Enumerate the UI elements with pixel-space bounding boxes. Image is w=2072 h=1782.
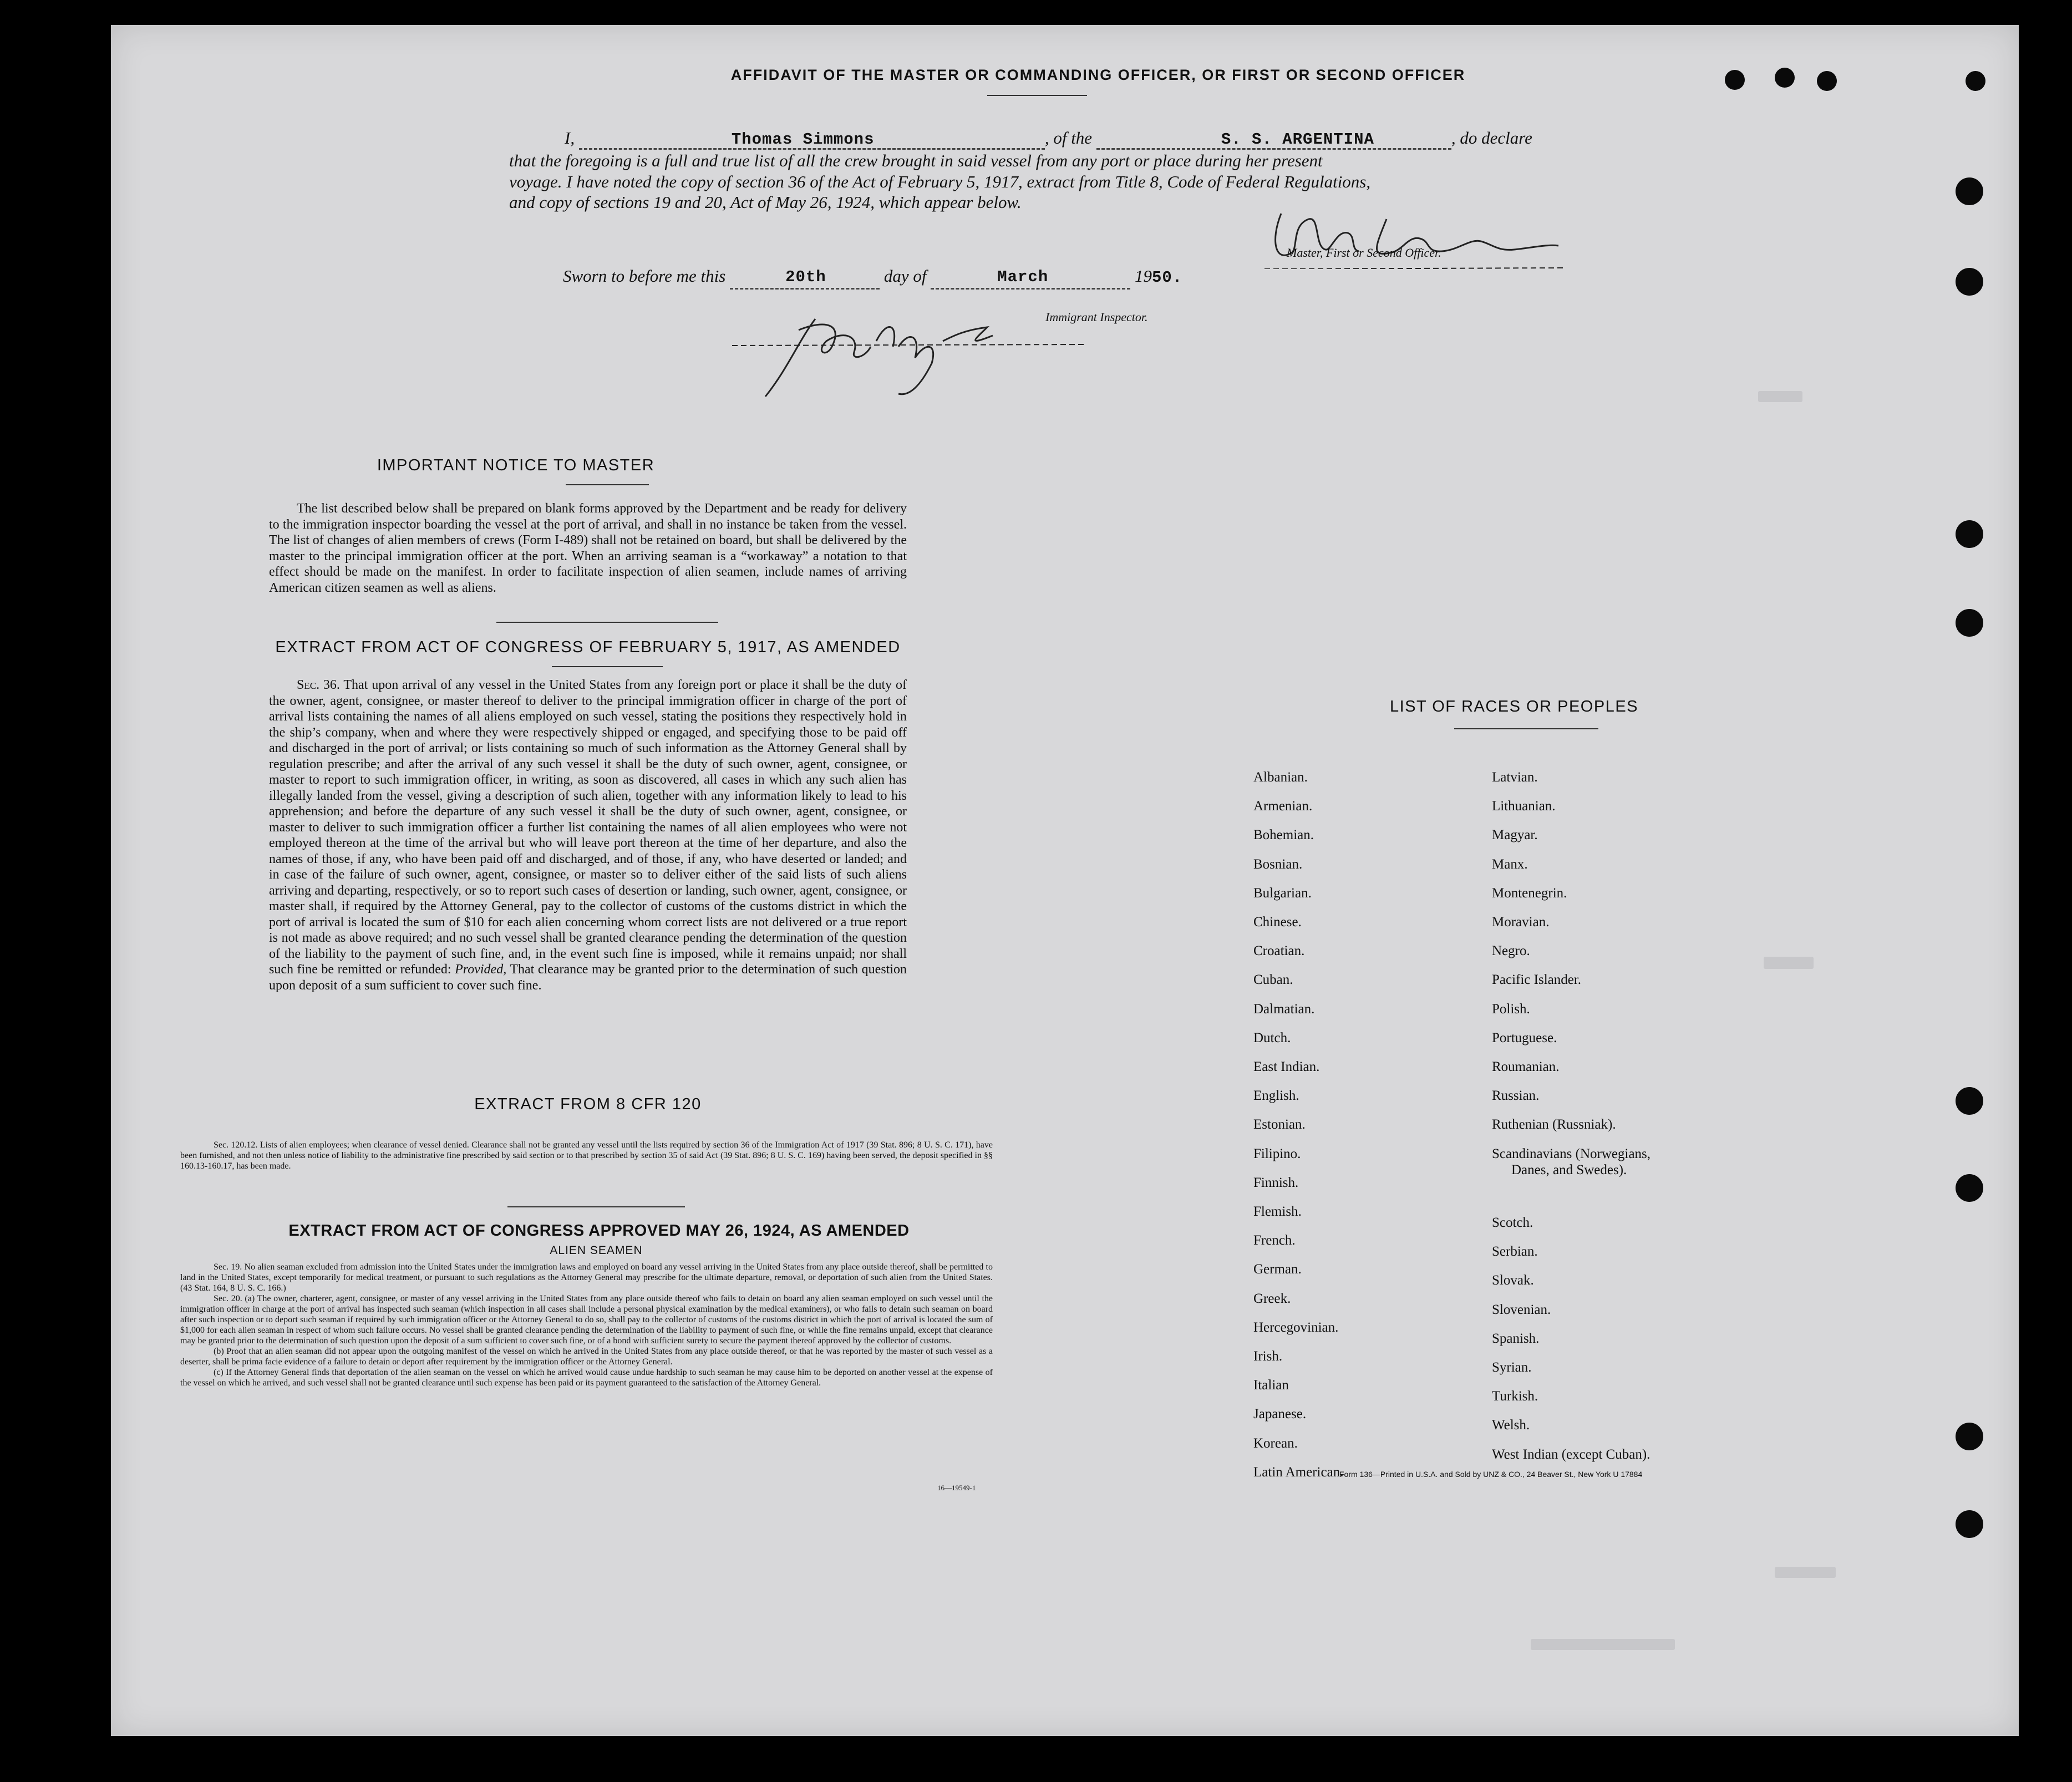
race-item: Manx. — [1492, 856, 1528, 872]
race-item: Moravian. — [1492, 915, 1550, 930]
race-item: Magyar. — [1492, 827, 1538, 843]
race-item: Slovak. — [1492, 1273, 1534, 1288]
race-item: Croatian. — [1253, 943, 1305, 959]
punch-hole — [1956, 177, 1983, 205]
notice-rule — [566, 484, 649, 485]
race-item: Cuban. — [1253, 972, 1293, 988]
race-item: Turkish. — [1492, 1389, 1538, 1404]
race-item: Danes, and Swedes). — [1511, 1162, 1627, 1177]
race-item: Chinese. — [1253, 915, 1302, 930]
race-item: West Indian (except Cuban). — [1492, 1446, 1651, 1462]
race-item: Ruthenian (Russniak). — [1492, 1117, 1616, 1133]
sec20a-text: Sec. 20. (a) The owner, charterer, agent, consignee, or master of any vessel arriving in the United States from any place outside thereof who fails to detain on board any alien seaman employed on such vessel until the immigration officer in charge at the port of arrival has inspected such seaman (which inspection in all cases shall include a personal physical examination by the medical examiners), or who fails to detain such seaman on board after such inspection or to deport such seaman if required by such immigration officer or the Attorney General to do so, shall pay to the collector of customs of the customs district in which the port of arrival is located the sum of $1,000 for each alien seaman in respect of whom such failure occurs. No vessel shall be granted clearance pending the determination of the liability to payment of such fine, or while the fine remains unpaid, except that clearance may be granted prior to the determination of such question upon the deposit of a sum sufficient to cover such fine, or of a bond with sufficient surety to secure the payment thereof approved by the collector of customs. — [180, 1294, 993, 1346]
affidavit-line1 — [565, 126, 1685, 150]
race-item: Serbian. — [1492, 1244, 1538, 1260]
sec20b-text: (b) Proof that an alien seaman did not appear upon the outgoing manifest of the vessel on which he arrived in the United States from any place outside thereof, or that he was reported by the master of such vessel as a deserter, shall be prima facie evidence of a failure to detain or deport after requirement by the immigration officer or the Attorney General. — [180, 1347, 993, 1367]
race-item: Polish. — [1492, 1001, 1530, 1017]
vessel-field — [1096, 129, 1451, 150]
form-number: 16—19549-1 — [937, 1484, 976, 1492]
sworn-line — [563, 265, 1395, 290]
affidavit-line4: and copy of sections 19 and 20, Act of May 26, 1924, which appear below. — [509, 192, 1022, 212]
race-item: Scandinavians (Norwegians, — [1492, 1146, 1651, 1161]
i-label: I, — [565, 128, 575, 148]
race-item: Greek. — [1253, 1291, 1291, 1306]
punch-hole — [1817, 71, 1837, 91]
bleed-mark — [1531, 1639, 1675, 1650]
punch-hole — [1956, 1174, 1983, 1202]
do-declare-label: , do declare — [1451, 128, 1532, 148]
race-item: Bosnian. — [1253, 856, 1303, 872]
race-item: Albanian. — [1253, 770, 1308, 785]
race-item: Welsh. — [1492, 1418, 1530, 1433]
notice-title: IMPORTANT NOTICE TO MASTER — [377, 456, 655, 474]
race-item: East Indian. — [1253, 1059, 1320, 1074]
year-prefix: 19 — [1134, 266, 1152, 286]
sworn-label: Sworn to before me this — [563, 266, 726, 286]
race-item: Irish. — [1253, 1349, 1283, 1364]
race-item: Scotch. — [1492, 1215, 1533, 1230]
race-item: Bulgarian. — [1253, 885, 1312, 901]
affidavit-title: AFFIDAVIT OF THE MASTER OR COMMANDING OFFICER, OR FIRST OR SECOND OFFICER — [730, 67, 1466, 83]
race-item: Roumanian. — [1492, 1059, 1560, 1074]
title-rule — [987, 95, 1087, 96]
bleed-mark — [1764, 957, 1814, 969]
race-item: Lithuanian. — [1492, 799, 1556, 814]
race-item: Dutch. — [1253, 1030, 1291, 1045]
notice-body: The list described below shall be prepared on blank forms approved by the Department and be ready for delivery to the immigration inspector boarding the vessel at the port of arrival, and shall in no instance be taken from the vessel. The list of changes of alien members of crews (Form I-489) shall not be retained on board, but shall be delivered by the master to the principal immigration officer at the port. When an arriving seaman is a “workaway” a notation to that effect should be made on the manifest. In order to facilitate inspection of alien seamen, include names of arriving American citizen seamen as well as aliens. — [269, 501, 907, 595]
inspector-caption: Immigrant Inspector. — [1045, 310, 1148, 324]
race-item: Korean. — [1253, 1435, 1298, 1451]
race-item: Negro. — [1492, 943, 1530, 959]
race-item: German. — [1253, 1262, 1302, 1277]
sworn-day: 20th — [785, 268, 826, 286]
extract1917-rule — [552, 666, 663, 667]
race-item: Pacific Islander. — [1492, 972, 1582, 988]
punch-hole — [1956, 520, 1983, 548]
extract1924-title: EXTRACT FROM ACT OF CONGRESS APPROVED MAY 26, 1924, AS AMENDED — [288, 1222, 910, 1240]
bleed-mark — [1758, 391, 1802, 402]
sec36-label: Sec. 36. — [297, 678, 340, 692]
provided-label: Provided, — [455, 962, 507, 977]
race-item: Portuguese. — [1492, 1030, 1557, 1045]
race-item: English. — [1253, 1088, 1299, 1104]
cfr-divider — [507, 1206, 685, 1207]
race-item: Estonian. — [1253, 1117, 1306, 1133]
master-name-field — [579, 129, 1045, 150]
race-item: Slovenian. — [1492, 1302, 1551, 1317]
day-of-label: day of — [883, 266, 927, 286]
race-item: French. — [1253, 1233, 1296, 1248]
alien-seamen-subtitle: ALIEN SEAMEN — [550, 1244, 643, 1257]
punch-hole — [1956, 268, 1983, 296]
extract1924-body — [180, 1262, 993, 1388]
races-title: LIST OF RACES OR PEOPLES — [1389, 698, 1639, 715]
race-item: Latvian. — [1492, 770, 1538, 785]
punch-hole — [1966, 71, 1985, 91]
race-item: Dalmatian. — [1253, 1001, 1315, 1017]
race-item: Flemish. — [1253, 1204, 1302, 1219]
sec36-text: That upon arrival of any vessel in the United States from any foreign port or place it shall be the duty of the owner, agent, consignee, or master thereof to deliver to the principal immigration officer in charge of the port of arrival lists containing the names of all aliens employed on such vessel, stating the positions they respectively hold in the ship’s company, when and where they were respectively shipped or engaged, and specifying those to be paid off and discharged in the port of arrival; or lists containing so much of such information as the Attorney General shall by regulation prescribe; and after the arrival of any such vessel it shall be the duty of such owner, agent, consignee, or master to report to such immigration officer, in writing, as soon as discovered, all cases in which any such alien has illegally landed from the vessel, giving a description of such alien, together with any information likely to lead to his apprehension; and before the departure of any such vessel it shall be the duty of such owner, agent, consignee, or master to deliver to such immigration officer a further list containing the names of all alien employees who were not employed thereon at the time of the arrival but who will leave port thereon at the time of her departure, and also the names of those, if any, who have been paid off and discharged, and of those, if any, who have deserted or landed; and in case of the failure of such owner, agent, consignee, or master so to deliver either of the said lists of such aliens arriving and departing, respectively, or so to report such cases of desertion or landing, such owner, agent, consignee, or master shall, if required by the Attorney General, pay to the collector of customs of the customs district in which the port of arrival is located the sum of $10 for each alien concerning whom correct lists are not delivered or a true report is not made as above required; and no such vessel shall be granted clearance pending the determination of the question of the liability to the payment of such fine, and, in the event such fine is imposed, while it remains unpaid; nor shall such fine be remitted or refunded: — [269, 678, 907, 977]
affidavit-line3: voyage. I have noted the copy of section 36 of the Act of February 5, 1917, extract from Title 8, Code of Federal Regulations, — [509, 172, 1371, 191]
race-item: Japanese. — [1253, 1407, 1307, 1422]
extract1917-body — [269, 677, 907, 993]
affidavit-line2: that the foregoing is a full and true list of all the crew brought in said vessel from any port or place during her present — [509, 151, 1323, 170]
cfr-body: Sec. 120.12. Lists of alien employees; when clearance of vessel denied. Clearance shall not be granted any vessel until the lists required by section 36 of the Immigration Act of 1917 (39 Stat. 896; 8 U. S. C. 171), have been furnished, and not then unless notice of liability to the administrative fine prescribed by said section or to that prescribed by section 35 of said Act (39 Stat. 896; 8 U. S. C. 169) having been served, the deposit specified in §§ 160.13-160.17, has been made. — [180, 1140, 993, 1171]
race-item: Spanish. — [1492, 1331, 1540, 1346]
punch-hole — [1725, 70, 1745, 90]
race-item: Syrian. — [1492, 1360, 1532, 1375]
punch-hole — [1956, 1423, 1983, 1450]
race-item: Hercegovinian. — [1253, 1319, 1339, 1335]
race-item: Finnish. — [1253, 1175, 1299, 1190]
document-page — [111, 25, 2019, 1736]
races-rule — [1454, 728, 1598, 729]
sec19-text: Sec. 19. No alien seaman excluded from admission into the United States under the immigration laws and employed on board any vessel arriving in the United States from any place outside thereof, shall be permitted to land in the United States, except temporarily for medical treatment, or pursuant to such regulations as the Attorney General may prescribe for the ultimate departure, removal, or deportation of such alien from the United States. (43 Stat. 164, 8 U. S. C. 166.) — [180, 1262, 993, 1293]
sec36-tail: That clearance may be granted prior to the determination of such question upon deposit of a sum sufficient to cover such fine. — [269, 962, 907, 993]
race-item: Italian — [1253, 1378, 1289, 1393]
vessel-name: S. S. ARGENTINA — [1221, 130, 1374, 149]
race-item: Armenian. — [1253, 799, 1313, 814]
of-the-label: , of the — [1044, 128, 1093, 148]
year-suffix: 50. — [1151, 268, 1183, 287]
race-item: Bohemian. — [1253, 827, 1314, 843]
race-item: Filipino. — [1253, 1146, 1301, 1161]
master-caption: Master, First or Second Officer. — [1287, 246, 1441, 260]
punch-hole — [1775, 68, 1795, 88]
bleed-mark — [1775, 1567, 1836, 1578]
punch-hole — [1956, 1510, 1983, 1538]
master-name: Thomas Simmons — [731, 130, 875, 149]
extract1917-title: EXTRACT FROM ACT OF CONGRESS OF FEBRUARY 5, 1917, AS AMENDED — [275, 638, 901, 656]
race-item: Russian. — [1492, 1088, 1540, 1104]
sec20c-text: (c) If the Attorney General finds that deportation of the alien seaman on the vessel on which he arrived would cause undue hardship to such seaman he may cause him to be deported on another vessel at the expense of the vessel on which he arrived, and such vessel shall not be granted clearance until such expense has been paid or its payment guaranteed to the satisfaction of the Attorney General. — [180, 1368, 993, 1388]
sworn-month-field — [931, 269, 1130, 290]
race-item: Montenegrin. — [1492, 885, 1567, 901]
race-item: Latin American. — [1253, 1464, 1344, 1480]
punch-hole — [1956, 1087, 1983, 1115]
sworn-day-field — [730, 269, 880, 290]
printer-imprint: Form 136—Printed in U.S.A. and Sold by UNZ & CO., 24 Beaver St., New York U 17884 — [1339, 1470, 1643, 1479]
notice-divider — [496, 622, 718, 623]
punch-hole — [1956, 609, 1983, 637]
cfr-title: EXTRACT FROM 8 CFR 120 — [474, 1095, 702, 1113]
sworn-month: March — [997, 268, 1049, 286]
